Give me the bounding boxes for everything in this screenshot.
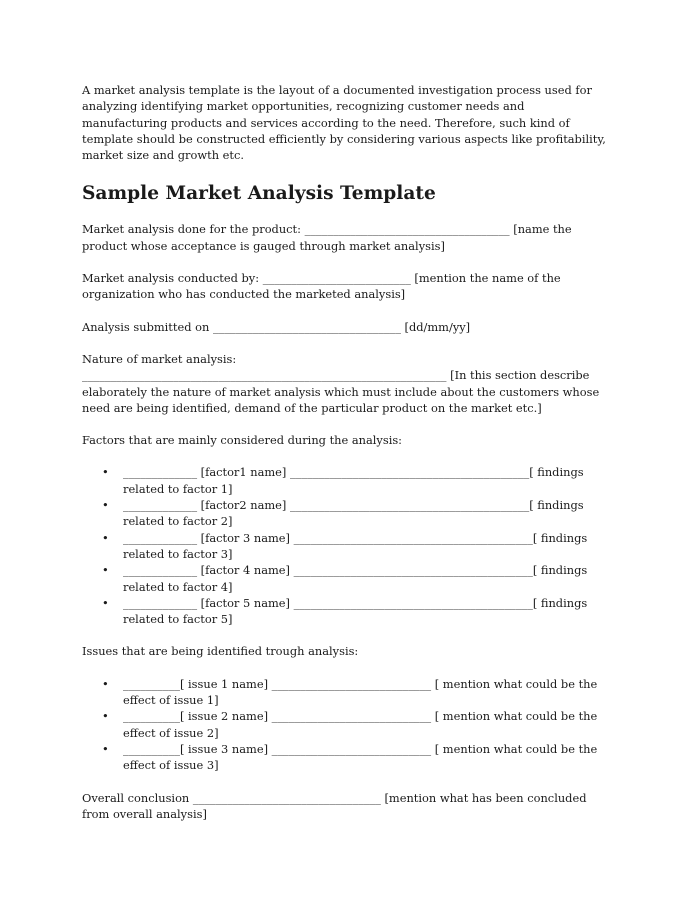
product-note: [name the product whose acceptance is gauged through market analysis] — [82, 222, 572, 253]
issue-blank: __________ — [123, 741, 180, 756]
list-item — [82, 741, 612, 774]
nature-note: [In this section describe elaborately the nature of market analysis which must include about the customers whose need are being identified, demand of the particular product on the market etc.] — [82, 368, 600, 415]
factor-findings: [ findings related to factor 3] — [123, 530, 588, 561]
issue-effect-blank: ____________________________ — [271, 676, 432, 691]
factor-blank: _____________ — [123, 563, 198, 578]
issue-effect-note: [ mention what could be the effect of issue 1] — [123, 676, 598, 708]
factor-blank: _____________ — [123, 498, 198, 513]
factors-list — [82, 464, 612, 627]
list-item — [82, 676, 612, 709]
conclusion-label: Overall conclusion — [82, 790, 193, 805]
factor-name: [factor1 name] — [197, 465, 290, 480]
issue-blank: __________ — [123, 676, 180, 691]
factor-findings-blank: __________________________________________ — [293, 530, 533, 545]
factors-heading: Factors that are mainly considered during the analysis: — [82, 433, 403, 448]
product-blank: ____________________________________ — [304, 222, 510, 237]
submitted-on-blank: _________________________________ — [212, 319, 401, 334]
factor-blank: _____________ — [123, 595, 198, 610]
issue-effect-note: [ mention what could be the effect of issue 3] — [123, 741, 598, 773]
nature-label: Nature of market analysis: — [82, 351, 237, 366]
factor-findings-blank: __________________________________________ — [293, 563, 533, 578]
submitted-on-label: Analysis submitted on — [82, 319, 213, 334]
conducted-by-field — [82, 270, 612, 303]
list-item — [82, 497, 612, 530]
factor-name: [factor 5 name] — [197, 595, 294, 610]
list-item — [82, 708, 612, 741]
submitted-on-field — [82, 319, 612, 335]
factor-findings: [ findings related to factor 1] — [123, 465, 584, 496]
submitted-on-note: [dd/mm/yy] — [400, 319, 471, 334]
nature-blank: ________________________________________________________________ — [82, 368, 447, 383]
nature-field — [82, 351, 612, 416]
product-label: Market analysis done for the product: — [82, 222, 305, 237]
issue-effect-blank: ____________________________ — [271, 709, 432, 724]
issue-blank: __________ — [123, 709, 180, 724]
intro-paragraph: A market analysis template is the layout of a documented investigation process used for analyzing identifying market opportunities, recognizing customer needs and manufacturing products and services according to the need. Therefore, such kind of template should be constructed efficiently by considering various aspects like profitability, market size and growth etc. — [82, 83, 606, 163]
factor-blank: _____________ — [123, 465, 198, 480]
conclusion-note: [mention what has been concluded from overall analysis] — [82, 790, 587, 821]
issue-name: [ issue 3 name] — [179, 741, 272, 756]
factor-blank: _____________ — [123, 530, 198, 545]
factor-findings: [ findings related to factor 5] — [123, 595, 588, 627]
factor-name: [factor 3 name] — [197, 530, 294, 545]
issue-effect-note: [ mention what could be the effect of issue 2] — [123, 709, 598, 740]
issue-effect-blank: ____________________________ — [271, 741, 432, 756]
conclusion-blank: _________________________________ — [192, 790, 381, 805]
factor-findings: [ findings related to factor 2] — [123, 498, 584, 529]
list-item — [82, 562, 612, 595]
issues-list — [82, 676, 612, 774]
list-item — [82, 530, 612, 563]
factor-name: [factor 4 name] — [197, 563, 294, 578]
issue-name: [ issue 1 name] — [179, 676, 272, 691]
page-title: Sample Market Analysis Template — [82, 183, 436, 205]
conclusion-field — [82, 790, 612, 823]
conducted-by-blank: __________________________ — [262, 271, 411, 286]
factor-findings: [ findings related to factor 4] — [123, 563, 588, 594]
conducted-by-note: [mention the name of the organization who has conducted the marketed analysis] — [82, 271, 561, 302]
conducted-by-label: Market analysis conducted by: — [82, 271, 263, 286]
factor-findings-blank: __________________________________________ — [293, 595, 533, 610]
list-item — [82, 464, 612, 497]
list-item — [82, 595, 612, 628]
issues-heading: Issues that are being identified trough analysis: — [82, 644, 359, 659]
factor-name: [factor2 name] — [197, 498, 290, 513]
factor-findings-blank: __________________________________________ — [289, 498, 530, 513]
factor-findings-blank: __________________________________________ — [289, 465, 530, 480]
product-field — [82, 221, 612, 254]
nature-body — [82, 367, 612, 416]
issue-name: [ issue 2 name] — [179, 709, 272, 724]
